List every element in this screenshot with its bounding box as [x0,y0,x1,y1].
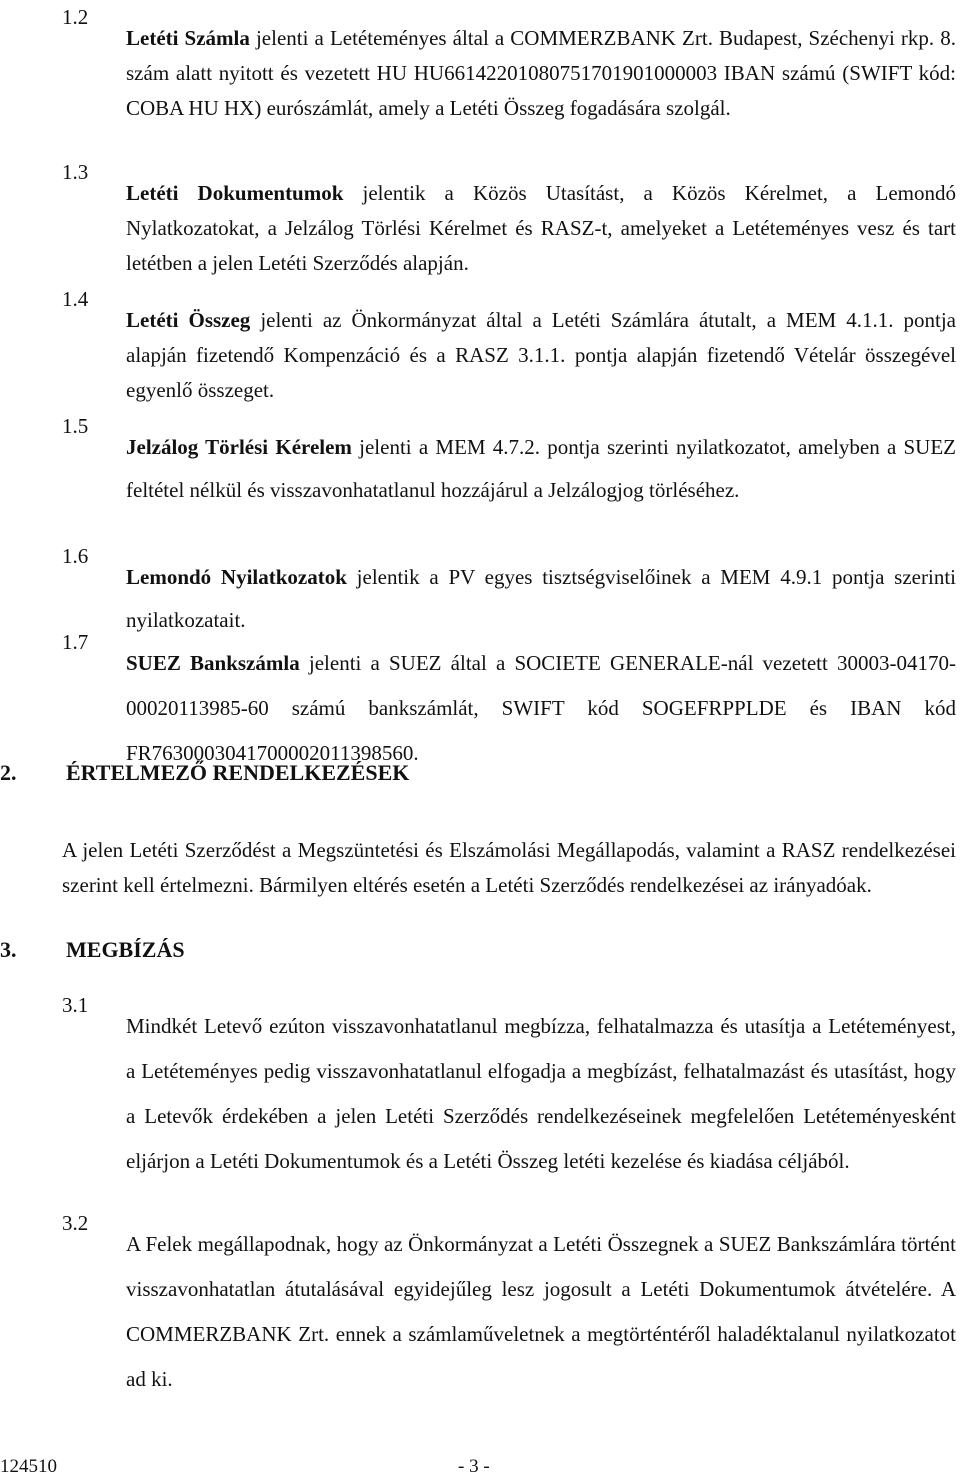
section-title: ÉRTELMEZŐ RENDELKEZÉSEK [66,760,410,785]
item-body [126,176,956,281]
item-body [126,556,956,642]
section-title: MEGBÍZÁS [66,937,185,962]
item-body [126,426,956,512]
definition-text: jelentik a Közös Utasítást, a Közös Kérelmet, a Lemondó Nylatkozatokat, a Jelzálog Törlési Kérelmet és RASZ-t, amelyeket a Letéteményes vesz és tart letétben a jelen Letéti Szerződés alapján. [126,181,956,275]
section-2-paragraph: A jelen Letéti Szerződést a Megszüntetési és Elszámolási Megállapodás, valamint a RASZ rendelkezései szerint kell értelmezni. Bármilyen eltérés esetén a Letéti Szerződés rendelkezései az irányadóak. [62,838,956,897]
definition-text: jelenti a Letéteményes által a COMMERZBANK Zrt. Budapest, Széchenyi rkp. 8. szám alatt nyitott és vezetett HU HU66142201080751701901000003 IBAN számú (SWIFT kód: COBA HU HX) eurószámlát, amely a Letéti Összeg fogadására szolgál. [126,26,956,120]
definition-text: jelentik a PV egyes tisztségviselőinek a MEM 4.9.1 pontja szerinti nyilatkozatait. [126,565,956,632]
clause-text: Mindkét Letevő ezúton visszavonhatatlanul megbízza, felhatalmazza és utasítja a Letéteményest, a Letéteményes pedig visszavonhatatlanul elfogadja a megbízást, felhatalmazást és utasítást, hogy a Letevők érdekében a jelen Letéti Szerződés rendelkezéseinek megfelelően Letéteményesként eljárjon a Letéti Dokumentumok és a Letéti Összeg letéti kezelése és kiadása céljából. [126,1014,956,1173]
item-number: 1.2 [62,5,89,29]
item-number: 1.5 [62,414,89,438]
clause-text: A Felek megállapodnak, hogy az Önkormányzat a Letéti Összegnek a SUEZ Bankszámlára történt visszavonhatatlan átutalásával egyidejűleg lesz jogosult a Letéti Dokumentumok átvételére. A COMMERZBANK Zrt. ennek a számlaműveletnek a megtörténtéről haladéktalanul nyilatkozatot ad ki. [126,1232,956,1391]
defined-term: Jelzálog Törlési Kérelem [126,435,352,459]
item-body [126,303,956,408]
definition-text: jelenti a MEM 4.7.2. pontja szerinti nyilatkozatot, amelyben a SUEZ feltétel nélkül és visszavonhatatlanul hozzájárul a Jelzálogjog törléséhez. [126,435,956,502]
defined-term: Lemondó Nyilatkozatok [126,565,347,589]
defined-term: Letéti Dokumentumok [126,181,344,205]
item-body [126,21,956,126]
item-number: 3.1 [62,993,89,1017]
section-number: 2. [0,760,17,785]
defined-term: Letéti Számla [126,26,250,50]
defined-term: SUEZ Bankszámla [126,651,300,675]
section-number: 3. [0,937,17,962]
item-body [126,641,956,776]
definition-text: jelenti a SUEZ által a SOCIETE GENERALE-nál vezetett 30003-04170-00020113985-60 számú bankszámlát, SWIFT kód SOGEFRPPLDE és IBAN kód FR7630003041700002011398560. [126,651,956,765]
item-number: 1.6 [62,544,89,568]
item-number: 1.4 [62,287,89,311]
definition-text: jelenti az Önkormányzat által a Letéti Számlára átutalt, a MEM 4.1.1. pontja alapján fizetendő Kompenzáció és a RASZ 3.1.1. pontja alapján fizetendő Vételár összegével egyenlő összeget. [126,308,956,402]
item-number: 1.7 [62,630,89,654]
item-number: 1.3 [62,160,89,184]
page-number: - 3 - [458,1456,490,1477]
defined-term: Letéti Összeg [126,308,251,332]
document-id: 124510 [0,1456,57,1477]
item-number: 3.2 [62,1211,89,1235]
